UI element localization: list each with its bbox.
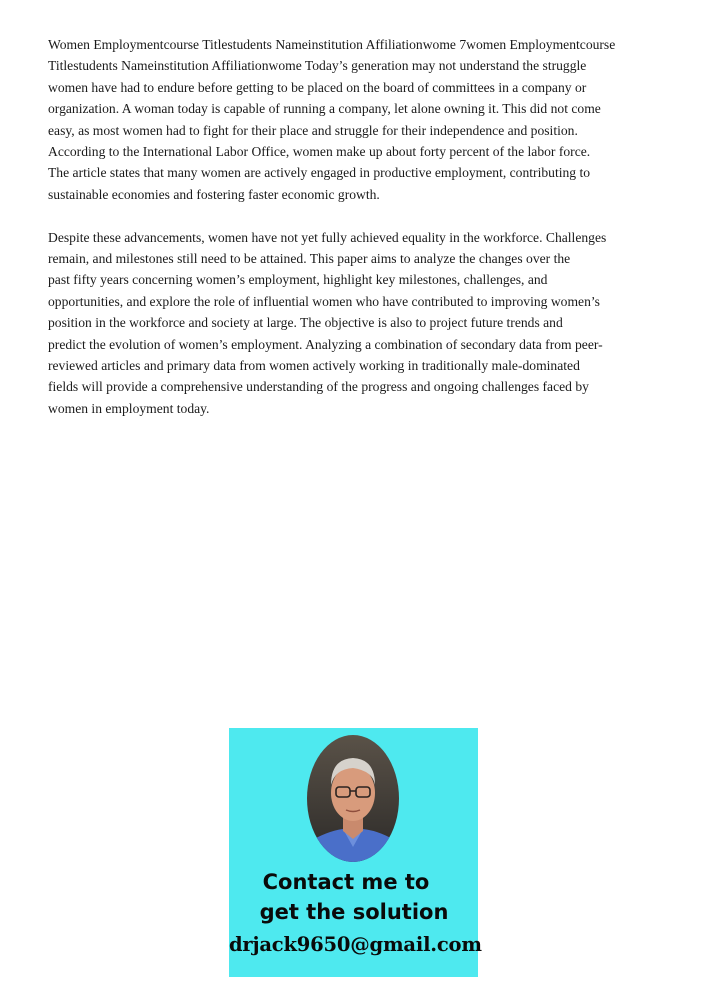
text-line: easy, as most women had to fight for their place and struggle for their independence and position. — [48, 122, 578, 138]
text-line: The article states that many women are actively engaged in productive employment, contributing to — [48, 165, 591, 181]
text-line: women in employment today. — [48, 400, 210, 416]
paragraph-spacer — [48, 205, 668, 226]
text-line: past fifty years concerning women’s employment, highlight key milestones, challenges, and — [48, 272, 548, 288]
paragraph-intro — [48, 34, 668, 205]
text-line: Despite these advancements, women have not yet fully achieved equality in the workforce. Challenges — [48, 229, 607, 245]
text-line: According to the International Labor Office, women make up about forty percent of the labor force. — [48, 144, 591, 160]
document-body — [48, 34, 668, 419]
text-line: reviewed articles and primary data from women actively working in traditionally male-dominated — [48, 358, 580, 374]
text-line: fields will provide a comprehensive understanding of the progress and ongoing challenges faced by — [48, 379, 589, 395]
text-line: position in the workforce and society at large. The objective is also to project future trends and — [48, 315, 563, 331]
person-photo-icon — [307, 735, 399, 862]
promo-headline-line-1: Contact me to — [262, 870, 430, 894]
text-line: organization. A woman today is capable of running a company, let alone owning it. This did not come — [48, 101, 601, 117]
text-line: predict the evolution of women’s employment. Analyzing a combination of secondary data from peer- — [48, 336, 603, 352]
promo-headline-line-2: get the solution — [259, 900, 449, 924]
text-line: remain, and milestones still need to be attained. This paper aims to analyze the changes over the — [48, 251, 571, 267]
text-line: Women Employmentcourse Titlestudents Nameinstitution Affiliationwome 7women Employmentcourse — [48, 37, 616, 52]
contact-email-link[interactable]: drjack9650@gmail.com — [229, 933, 482, 956]
text-line: opportunities, and explore the role of influential women who have contributed to improving women’s — [48, 293, 600, 309]
text-line: women have had to endure before getting to be placed on the board of committees in a company or — [48, 79, 587, 95]
contact-promo-card[interactable] — [229, 728, 482, 977]
text-line: Titlestudents Nameinstitution Affiliationwome Today’s generation may not understand the struggle — [48, 58, 587, 74]
paragraph-objectives — [48, 227, 668, 420]
text-line: sustainable economies and fostering faster economic growth. — [48, 186, 380, 202]
